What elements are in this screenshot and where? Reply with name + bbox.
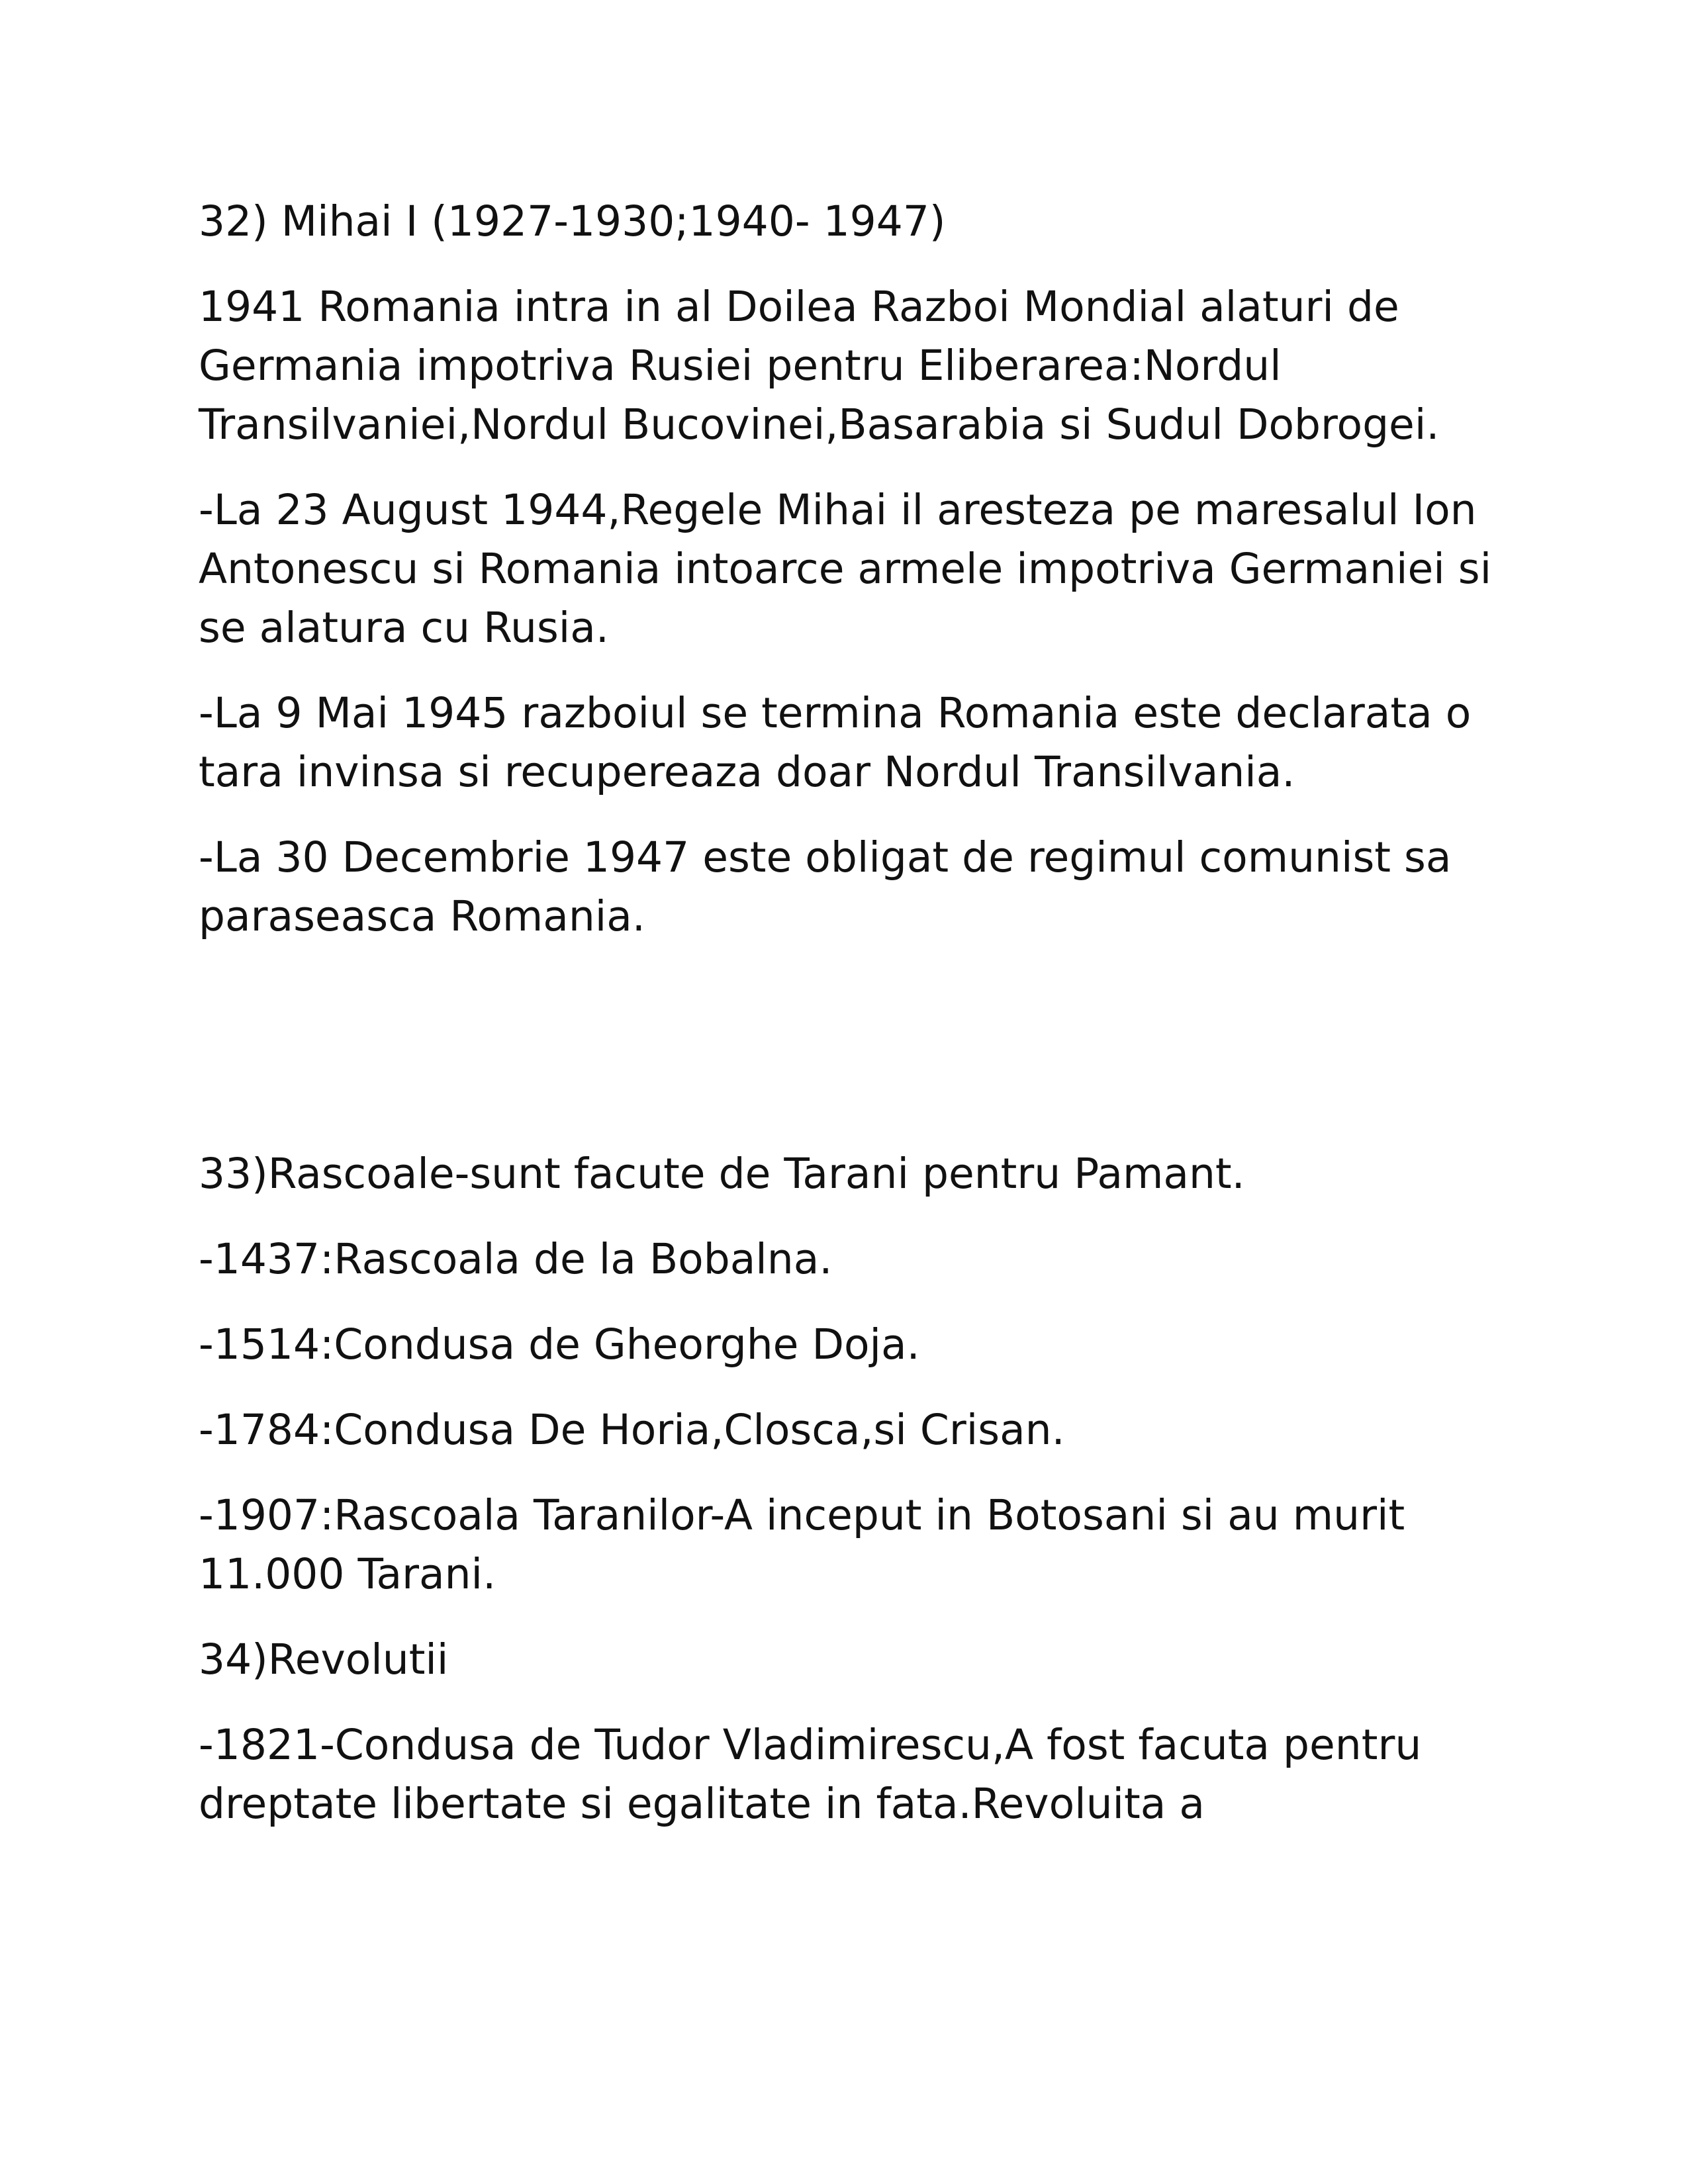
section-heading-mihai: 32) Mihai I (1927-1930;1940- 1947)	[199, 197, 946, 246]
paragraph: -1514:Condusa de Gheorghe Doja.	[199, 1320, 920, 1369]
document-body	[199, 192, 1496, 1860]
section-heading-rascoale: 33)Rascoale-sunt facute de Tarani pentru Pamant.	[199, 1150, 1245, 1198]
paragraph: -1907:Rascoala Taranilor-A inceput in Botosani si au murit 11.000 Tarani.	[199, 1491, 1405, 1598]
section-heading-revolutii: 34)Revolutii	[199, 1635, 449, 1684]
blank-space	[199, 972, 1496, 1144]
paragraph: -1437:Rascoala de la Bobalna.	[199, 1235, 833, 1283]
paragraph: -1784:Condusa De Horia,Closca,si Crisan.	[199, 1406, 1065, 1454]
paragraph: -La 23 August 1944,Regele Mihai il aresteza pe maresalul Ion Antonescu si Romania intoarce armele impotriva Germaniei si se alatura cu Rusia.	[199, 486, 1492, 652]
paragraph: -La 30 Decembrie 1947 este obligat de regimul comunist sa paraseasca Romania.	[199, 833, 1452, 940]
paragraph: 1941 Romania intra in al Doilea Razboi Mondial alaturi de Germania impotriva Rusiei pentru Eliberarea:Nordul Transilvaniei,Nordul Bucovinei,Basarabia si Sudul Dobrogei.	[199, 283, 1440, 449]
paragraph: -La 9 Mai 1945 razboiul se termina Romania este declarata o tara invinsa si recupereaza doar Nordul Transilvania.	[199, 689, 1472, 796]
paragraph: -1821-Condusa de Tudor Vladimirescu,A fost facuta pentru dreptate libertate si egalitate in fata.Revoluita a	[199, 1721, 1422, 1828]
